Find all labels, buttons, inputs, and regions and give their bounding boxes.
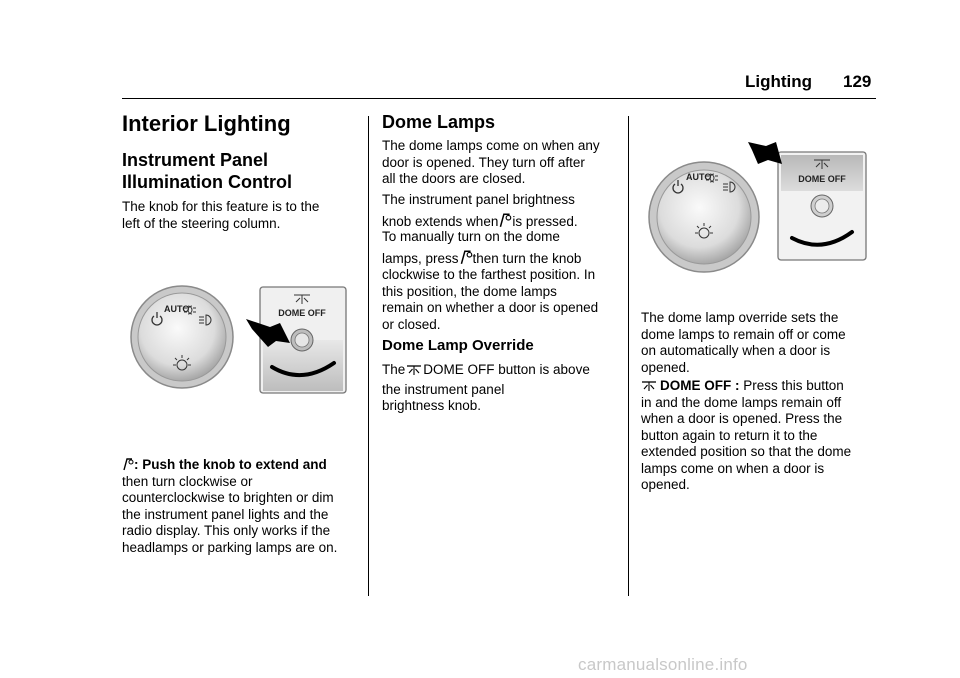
dome-off-description: DOME OFF : Press this button in and the dome lamps remain off when a door is opened. Press the button again to return it to the extended position so that the dome lamps come on when a door is opened. [641, 378, 852, 492]
running-header-section: Lighting [745, 72, 813, 91]
brightness-icon [459, 249, 473, 265]
watermark: carmanualsonline.info [578, 655, 748, 674]
dome-lamp-override-title: Dome Lamp Override [382, 337, 534, 354]
knob-description: : Push the knob to extend and then turn clockwise or counterclockwise to brighten or dim the instrument panel lights and the radio display. This only works if the headlamps or parking lamps are on. [122, 457, 338, 555]
auto-label: AUTO [164, 304, 190, 314]
page-number: 129 [843, 72, 872, 91]
dome-lamps-paragraph-2: The instrument panel brightness knob extends when is pressed. [382, 192, 578, 229]
dome-lamps-paragraph-3: To manually turn on the dome lamps, press then turn the knob clockwise to the farthest position. In this position, the dome lamps remain on whether a door is opened or closed. [382, 229, 599, 332]
dome-lamp-override-paragraph: The DOME OFF button is above the instrument panel brightness knob. [382, 362, 590, 413]
dome-off-label: DOME OFF [278, 308, 326, 318]
header-rule [122, 98, 876, 99]
arrow-pointer [748, 142, 782, 164]
intro-paragraph: The knob for this feature is to the left of the steering column. [122, 199, 320, 231]
subsection-title-line2: Illumination Control [122, 172, 292, 192]
brightness-knob-figure-left [130, 285, 350, 397]
subsection-title-line1: Instrument Panel [122, 150, 269, 170]
brightness-knob-figure-right [648, 140, 870, 262]
override-paragraph: The dome lamp override sets the dome lamps to remain off or come on automatically when a door is opened. [641, 310, 846, 375]
dome-lamp-icon [641, 380, 657, 392]
column-divider-left [368, 116, 369, 596]
dome-lamp-icon [406, 364, 422, 376]
brightness-icon [122, 457, 134, 471]
dome-lamps-paragraph-1: The dome lamps come on when any door is opened. They turn off after all the doors are closed. [382, 138, 600, 186]
column-divider-right [628, 116, 629, 596]
brightness-icon [498, 212, 512, 228]
dome-lamps-title: Dome Lamps [382, 112, 496, 132]
dome-off-label: DOME OFF [798, 174, 846, 184]
auto-label: AUTO [686, 172, 712, 182]
section-title: Interior Lighting [122, 111, 291, 136]
